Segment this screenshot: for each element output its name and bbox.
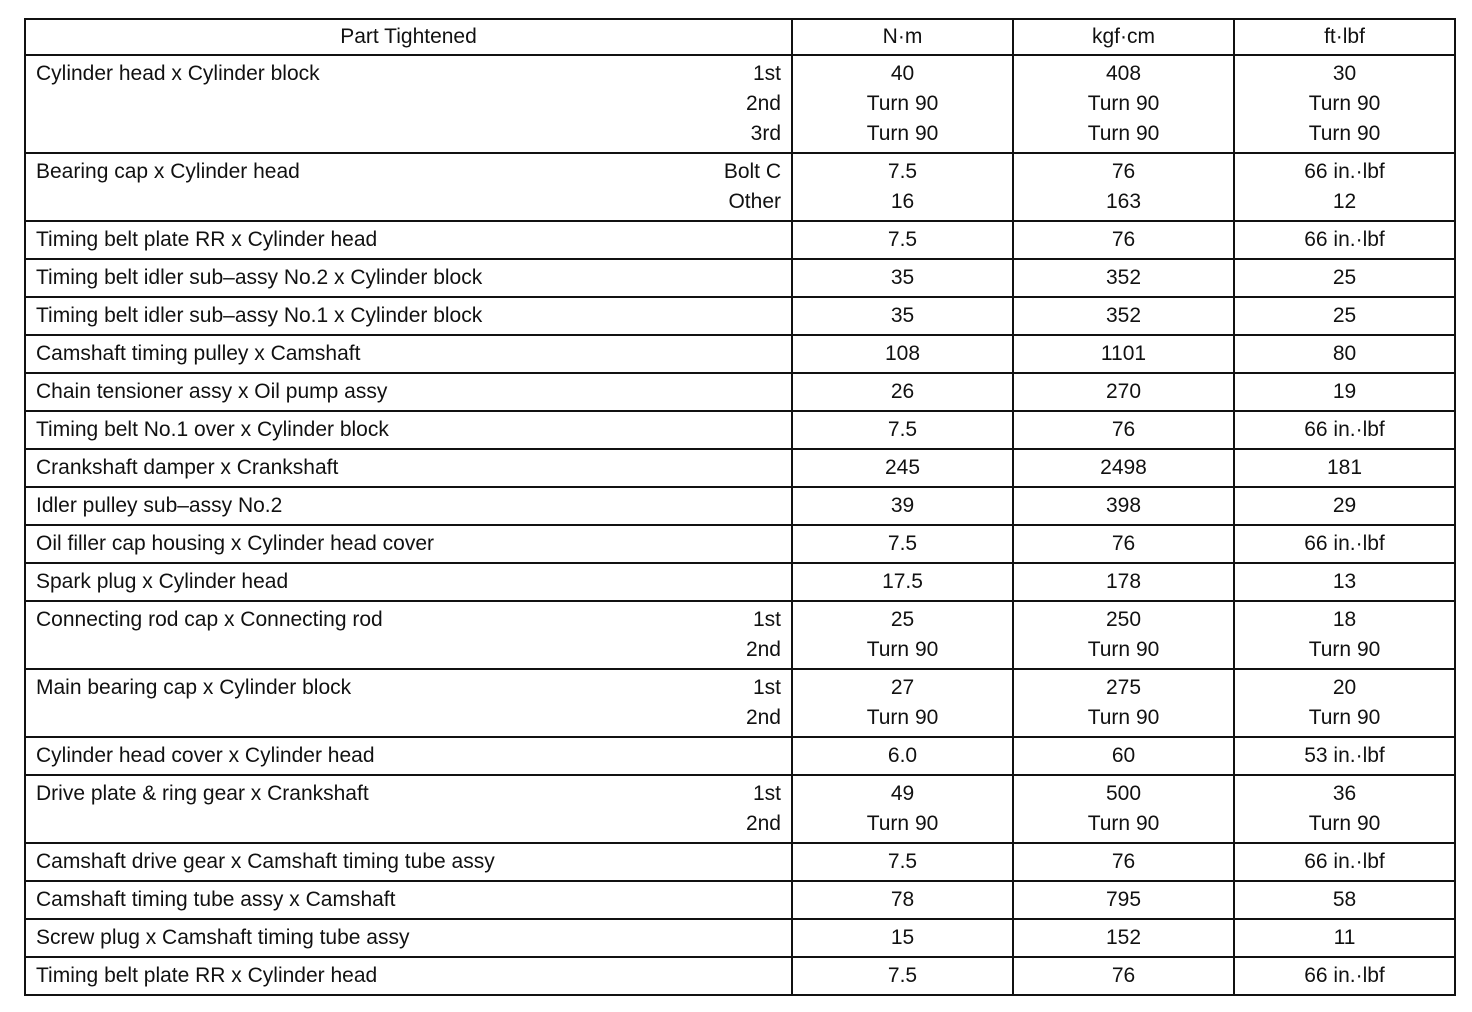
torque-value: 78 (890, 888, 915, 911)
table-row (25, 373, 1455, 411)
ft-lbf-cell (1234, 737, 1455, 775)
part-cell (25, 297, 792, 335)
kgf-cm-cell (1013, 525, 1234, 563)
kgf-cm-cell (1013, 919, 1234, 957)
header-row (25, 19, 1455, 55)
torque-value: 108 (884, 342, 921, 365)
table-row (25, 259, 1455, 297)
ft-lbf-cell (1234, 373, 1455, 411)
nm-cell (792, 957, 1013, 995)
step-label: 2nd (745, 638, 781, 661)
torque-value: Turn 90 (866, 812, 939, 835)
torque-value: 352 (1105, 266, 1142, 289)
kgf-cm-cell (1013, 487, 1234, 525)
tightening-steps (746, 605, 781, 665)
part-name: Camshaft timing tube assy x Camshaft (36, 888, 396, 911)
nm-cell (792, 563, 1013, 601)
torque-spec-table (24, 18, 1456, 996)
torque-value: 36 (1332, 782, 1357, 805)
part-name: Chain tensioner assy x Oil pump assy (36, 380, 388, 403)
torque-value: 20 (1332, 676, 1357, 699)
torque-value: 245 (884, 456, 921, 479)
step-label: 1st (752, 62, 781, 85)
part-cell (25, 881, 792, 919)
torque-value: 66 in.·lbf (1304, 850, 1385, 873)
torque-value: Turn 90 (866, 92, 939, 115)
ft-lbf-cell (1234, 525, 1455, 563)
tightening-steps (746, 779, 781, 839)
torque-value: 6.0 (887, 744, 918, 767)
torque-value: Turn 90 (1308, 812, 1381, 835)
part-name: Timing belt plate RR x Cylinder head (36, 964, 378, 987)
table-row (25, 221, 1455, 259)
ft-lbf-cell (1234, 601, 1455, 669)
kgf-cm-cell (1013, 297, 1234, 335)
part-cell (25, 259, 792, 297)
torque-value: 18 (1332, 608, 1357, 631)
step-label: 1st (752, 608, 781, 631)
ft-lbf-cell (1234, 55, 1455, 153)
table-row (25, 335, 1455, 373)
part-cell (25, 563, 792, 601)
ft-lbf-cell (1234, 919, 1455, 957)
nm-cell (792, 775, 1013, 843)
torque-value: 76 (1111, 964, 1136, 987)
torque-value: 39 (890, 494, 915, 517)
torque-value: Turn 90 (1087, 122, 1160, 145)
part-name: Spark plug x Cylinder head (36, 570, 289, 593)
torque-value: 7.5 (887, 418, 918, 441)
torque-value: 26 (890, 380, 915, 403)
step-label: 3rd (750, 122, 781, 145)
torque-value: Turn 90 (1087, 638, 1160, 661)
ft-lbf-cell (1234, 881, 1455, 919)
torque-value: 76 (1111, 228, 1136, 251)
torque-value: 13 (1332, 570, 1357, 593)
torque-value: 19 (1332, 380, 1357, 403)
nm-cell (792, 881, 1013, 919)
ft-lbf-cell (1234, 297, 1455, 335)
torque-value: 76 (1111, 850, 1136, 873)
header-kgf-cm: kgf·cm (1013, 19, 1234, 55)
nm-cell (792, 601, 1013, 669)
part-name: Connecting rod cap x Connecting rod (36, 608, 383, 631)
part-cell (25, 843, 792, 881)
torque-value: 35 (890, 304, 915, 327)
nm-cell (792, 259, 1013, 297)
torque-value: Turn 90 (1308, 122, 1381, 145)
part-cell (25, 737, 792, 775)
part-cell (25, 221, 792, 259)
torque-value: 16 (890, 190, 915, 213)
table-row (25, 669, 1455, 737)
torque-value: 25 (1332, 304, 1357, 327)
ft-lbf-cell (1234, 957, 1455, 995)
table-row (25, 737, 1455, 775)
torque-value: 152 (1105, 926, 1142, 949)
torque-value: 795 (1105, 888, 1142, 911)
torque-value: 12 (1332, 190, 1357, 213)
torque-value: 352 (1105, 304, 1142, 327)
torque-value: Turn 90 (866, 638, 939, 661)
ft-lbf-cell (1234, 335, 1455, 373)
part-cell (25, 669, 792, 737)
header-part-tightened: Part Tightened (25, 19, 792, 55)
part-cell (25, 487, 792, 525)
kgf-cm-cell (1013, 881, 1234, 919)
kgf-cm-cell (1013, 373, 1234, 411)
part-cell (25, 335, 792, 373)
torque-value: 80 (1332, 342, 1357, 365)
part-cell (25, 775, 792, 843)
table-row (25, 843, 1455, 881)
torque-value: 76 (1111, 160, 1136, 183)
torque-value: Turn 90 (1087, 812, 1160, 835)
nm-cell (792, 487, 1013, 525)
torque-value: 27 (890, 676, 915, 699)
torque-value: 40 (890, 62, 915, 85)
table-row (25, 411, 1455, 449)
part-cell (25, 449, 792, 487)
part-name: Screw plug x Camshaft timing tube assy (36, 926, 410, 949)
torque-value: 275 (1105, 676, 1142, 699)
part-cell (25, 373, 792, 411)
part-name: Timing belt plate RR x Cylinder head (36, 228, 378, 251)
header-ft-lbf: ft·lbf (1234, 19, 1455, 55)
table-row (25, 297, 1455, 335)
torque-value: 25 (890, 608, 915, 631)
torque-value: 66 in.·lbf (1304, 964, 1385, 987)
nm-cell (792, 297, 1013, 335)
kgf-cm-cell (1013, 669, 1234, 737)
table-row (25, 449, 1455, 487)
kgf-cm-cell (1013, 259, 1234, 297)
step-label: 2nd (745, 706, 781, 729)
tightening-steps (746, 673, 781, 733)
kgf-cm-cell (1013, 957, 1234, 995)
torque-value: 7.5 (887, 532, 918, 555)
torque-value: 15 (890, 926, 915, 949)
part-name: Cylinder head cover x Cylinder head (36, 744, 375, 767)
part-name: Idler pulley sub–assy No.2 (36, 494, 283, 517)
kgf-cm-cell (1013, 153, 1234, 221)
table-row (25, 957, 1455, 995)
torque-value: 66 in.·lbf (1304, 228, 1385, 251)
torque-value: 76 (1111, 532, 1136, 555)
ft-lbf-cell (1234, 449, 1455, 487)
part-name: Timing belt idler sub–assy No.2 x Cylinder block (36, 266, 483, 289)
step-label: 2nd (745, 812, 781, 835)
nm-cell (792, 919, 1013, 957)
step-label: 2nd (745, 92, 781, 115)
nm-cell (792, 335, 1013, 373)
torque-value: 270 (1105, 380, 1142, 403)
part-name: Camshaft drive gear x Camshaft timing tube assy (36, 850, 495, 873)
table-row (25, 487, 1455, 525)
nm-cell (792, 449, 1013, 487)
torque-value: 60 (1111, 744, 1136, 767)
tightening-steps (746, 59, 781, 149)
table-row (25, 525, 1455, 563)
torque-value: Turn 90 (1308, 92, 1381, 115)
kgf-cm-cell (1013, 411, 1234, 449)
nm-cell (792, 221, 1013, 259)
part-cell (25, 411, 792, 449)
torque-value: 178 (1105, 570, 1142, 593)
torque-value: 76 (1111, 418, 1136, 441)
part-cell (25, 153, 792, 221)
nm-cell (792, 153, 1013, 221)
torque-value: 7.5 (887, 228, 918, 251)
nm-cell (792, 411, 1013, 449)
torque-value: 250 (1105, 608, 1142, 631)
torque-value: 7.5 (887, 160, 918, 183)
torque-value: 58 (1332, 888, 1357, 911)
ft-lbf-cell (1234, 563, 1455, 601)
part-cell (25, 957, 792, 995)
kgf-cm-cell (1013, 737, 1234, 775)
torque-value: 49 (890, 782, 915, 805)
torque-value: 181 (1326, 456, 1363, 479)
nm-cell (792, 669, 1013, 737)
torque-value: 408 (1105, 62, 1142, 85)
part-name: Cylinder head x Cylinder block (36, 62, 320, 85)
kgf-cm-cell (1013, 601, 1234, 669)
torque-value: 17.5 (882, 570, 923, 593)
torque-value: 66 in.·lbf (1304, 532, 1385, 555)
torque-value: 30 (1332, 62, 1357, 85)
ft-lbf-cell (1234, 411, 1455, 449)
torque-value: 11 (1333, 926, 1356, 949)
nm-cell (792, 55, 1013, 153)
step-label: Other (728, 190, 781, 213)
nm-cell (792, 373, 1013, 411)
torque-value: 500 (1105, 782, 1142, 805)
table-row (25, 775, 1455, 843)
kgf-cm-cell (1013, 775, 1234, 843)
table-row (25, 55, 1455, 153)
step-label: 1st (752, 782, 781, 805)
ft-lbf-cell (1234, 843, 1455, 881)
ft-lbf-cell (1234, 775, 1455, 843)
tightening-steps (724, 157, 781, 217)
part-name: Timing belt idler sub–assy No.1 x Cylinder block (36, 304, 483, 327)
torque-value: Turn 90 (866, 706, 939, 729)
torque-value: Turn 90 (1308, 706, 1381, 729)
torque-value: 7.5 (887, 964, 918, 987)
torque-value: Turn 90 (1087, 706, 1160, 729)
torque-value: 53 in.·lbf (1304, 744, 1385, 767)
torque-value: 25 (1332, 266, 1357, 289)
torque-value: 66 in.·lbf (1304, 160, 1385, 183)
part-cell (25, 525, 792, 563)
part-name: Camshaft timing pulley x Camshaft (36, 342, 361, 365)
table-row (25, 153, 1455, 221)
nm-cell (792, 525, 1013, 563)
part-name: Crankshaft damper x Crankshaft (36, 456, 339, 479)
part-name: Main bearing cap x Cylinder block (36, 676, 352, 699)
torque-value: 2498 (1100, 456, 1147, 479)
torque-value: 7.5 (887, 850, 918, 873)
torque-value: 35 (890, 266, 915, 289)
table-body (25, 55, 1455, 995)
kgf-cm-cell (1013, 563, 1234, 601)
kgf-cm-cell (1013, 843, 1234, 881)
table-row (25, 601, 1455, 669)
torque-value: Turn 90 (866, 122, 939, 145)
ft-lbf-cell (1234, 669, 1455, 737)
torque-value: 66 in.·lbf (1304, 418, 1385, 441)
nm-cell (792, 843, 1013, 881)
kgf-cm-cell (1013, 221, 1234, 259)
kgf-cm-cell (1013, 55, 1234, 153)
part-name: Oil filler cap housing x Cylinder head cover (36, 532, 435, 555)
ft-lbf-cell (1234, 221, 1455, 259)
torque-value: 163 (1105, 190, 1142, 213)
part-cell (25, 919, 792, 957)
ft-lbf-cell (1234, 259, 1455, 297)
header-nm: N·m (792, 19, 1013, 55)
part-name: Bearing cap x Cylinder head (36, 160, 300, 183)
table-row (25, 919, 1455, 957)
part-name: Drive plate & ring gear x Crankshaft (36, 782, 369, 805)
torque-value: 1101 (1100, 342, 1147, 365)
ft-lbf-cell (1234, 487, 1455, 525)
part-cell (25, 601, 792, 669)
step-label: Bolt C (723, 160, 781, 183)
kgf-cm-cell (1013, 449, 1234, 487)
step-label: 1st (752, 676, 781, 699)
torque-value: 398 (1105, 494, 1142, 517)
table-row (25, 563, 1455, 601)
table-row (25, 881, 1455, 919)
torque-value: 29 (1332, 494, 1357, 517)
part-cell (25, 55, 792, 153)
torque-value: Turn 90 (1087, 92, 1160, 115)
ft-lbf-cell (1234, 153, 1455, 221)
torque-value: Turn 90 (1308, 638, 1381, 661)
part-name: Timing belt No.1 over x Cylinder block (36, 418, 389, 441)
nm-cell (792, 737, 1013, 775)
kgf-cm-cell (1013, 335, 1234, 373)
